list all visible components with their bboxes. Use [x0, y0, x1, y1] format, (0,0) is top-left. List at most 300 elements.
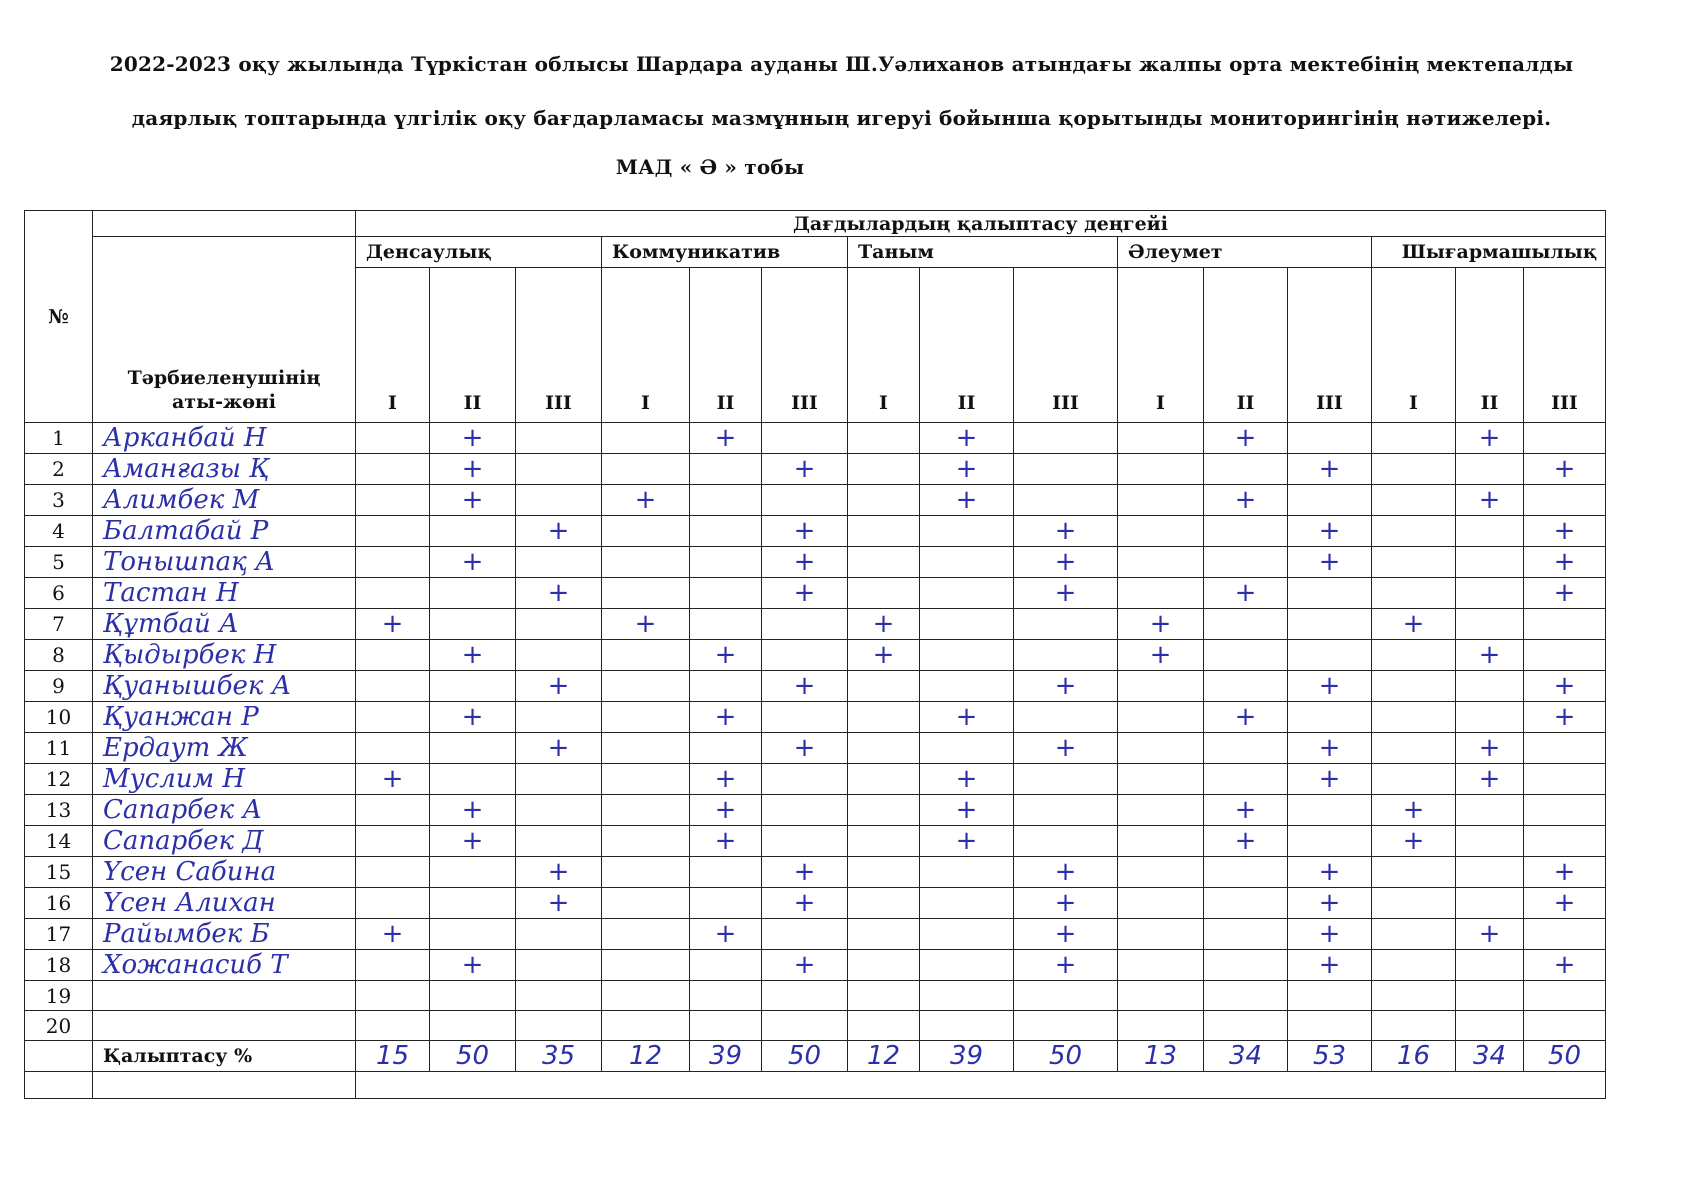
level-mark	[690, 1011, 762, 1041]
level-mark	[1456, 609, 1524, 640]
level-mark	[848, 919, 920, 950]
level-header: II	[920, 268, 1014, 423]
level-mark	[602, 671, 690, 702]
level-mark	[1524, 609, 1606, 640]
level-mark	[762, 702, 848, 733]
level-mark	[602, 640, 690, 671]
row-number: 14	[25, 826, 93, 857]
student-name: Қуанжан Р	[93, 702, 356, 733]
row-number: 5	[25, 547, 93, 578]
level-mark: +	[690, 826, 762, 857]
level-mark	[602, 1011, 690, 1041]
level-mark	[1204, 857, 1288, 888]
level-mark	[690, 485, 762, 516]
level-mark	[1288, 826, 1372, 857]
percentage-value: 50	[762, 1041, 848, 1072]
level-mark	[1118, 857, 1204, 888]
level-mark	[430, 578, 516, 609]
level-mark	[1204, 454, 1288, 485]
totals-row	[25, 1041, 1606, 1072]
level-mark	[1014, 640, 1118, 671]
totals-label: Қалыптасу %	[93, 1041, 356, 1072]
level-mark	[848, 454, 920, 485]
skills-header: Дағдылардың қалыптасу деңгейі	[356, 211, 1606, 237]
level-header: III	[1014, 268, 1118, 423]
student-name: Сапарбек Д	[93, 826, 356, 857]
level-mark	[1014, 702, 1118, 733]
percentage-value: 34	[1456, 1041, 1524, 1072]
level-mark: +	[1524, 454, 1606, 485]
level-mark: +	[1204, 578, 1288, 609]
level-mark	[430, 888, 516, 919]
level-mark	[602, 733, 690, 764]
percentage-value: 53	[1288, 1041, 1372, 1072]
student-name: Үсен Алихан	[93, 888, 356, 919]
level-mark	[762, 423, 848, 454]
level-mark	[516, 795, 602, 826]
level-mark	[1372, 454, 1456, 485]
level-mark	[602, 578, 690, 609]
level-mark	[1014, 609, 1118, 640]
level-mark	[1014, 485, 1118, 516]
level-mark	[1014, 454, 1118, 485]
level-mark	[1524, 795, 1606, 826]
level-mark	[1014, 423, 1118, 454]
level-mark: +	[1014, 857, 1118, 888]
level-mark: +	[1204, 485, 1288, 516]
level-mark	[1118, 733, 1204, 764]
level-mark	[1288, 485, 1372, 516]
area-header-cognition: Таным	[848, 237, 1118, 268]
level-mark	[920, 578, 1014, 609]
level-mark	[1118, 702, 1204, 733]
area-header-creativity: Шығармашылық	[1372, 237, 1606, 268]
level-header: I	[602, 268, 690, 423]
level-mark	[848, 578, 920, 609]
level-header: III	[762, 268, 848, 423]
level-mark: +	[1014, 919, 1118, 950]
level-mark: +	[1524, 547, 1606, 578]
table-row	[25, 826, 1606, 857]
level-mark	[602, 547, 690, 578]
level-mark: +	[1014, 671, 1118, 702]
level-mark	[356, 981, 430, 1011]
table-row	[25, 547, 1606, 578]
student-name: Аманғазы Қ	[93, 454, 356, 485]
level-mark	[920, 609, 1014, 640]
level-mark: +	[1372, 826, 1456, 857]
level-mark	[1456, 950, 1524, 981]
level-mark	[516, 609, 602, 640]
level-mark	[762, 919, 848, 950]
level-mark	[690, 609, 762, 640]
level-mark	[1372, 888, 1456, 919]
empty-cell	[356, 1072, 1606, 1099]
level-mark: +	[516, 733, 602, 764]
level-mark	[920, 981, 1014, 1011]
student-name: Балтабай Р	[93, 516, 356, 547]
level-mark	[1204, 640, 1288, 671]
level-mark: +	[920, 485, 1014, 516]
level-mark	[356, 795, 430, 826]
level-mark	[356, 640, 430, 671]
level-mark	[1456, 454, 1524, 485]
percentage-value: 12	[848, 1041, 920, 1072]
level-header: I	[356, 268, 430, 423]
level-mark	[848, 981, 920, 1011]
level-mark	[920, 857, 1014, 888]
student-name: Үсен Сабина	[93, 857, 356, 888]
level-mark	[920, 733, 1014, 764]
level-mark	[690, 950, 762, 981]
level-mark: +	[1524, 950, 1606, 981]
level-mark	[848, 733, 920, 764]
level-mark: +	[1288, 547, 1372, 578]
level-mark	[516, 826, 602, 857]
level-mark	[602, 764, 690, 795]
level-mark	[1372, 671, 1456, 702]
group-title: МАД « Ә » тобы	[615, 155, 805, 179]
level-mark	[1118, 764, 1204, 795]
level-mark	[356, 1011, 430, 1041]
level-mark: +	[762, 671, 848, 702]
level-mark	[690, 578, 762, 609]
level-mark	[848, 423, 920, 454]
header-spacer	[93, 211, 356, 237]
row-number: 13	[25, 795, 93, 826]
level-mark	[1524, 485, 1606, 516]
level-mark	[690, 888, 762, 919]
level-mark	[1014, 764, 1118, 795]
level-mark: +	[1288, 857, 1372, 888]
level-mark: +	[762, 454, 848, 485]
row-number: 15	[25, 857, 93, 888]
level-mark	[1372, 950, 1456, 981]
level-mark	[1372, 981, 1456, 1011]
level-mark: +	[762, 950, 848, 981]
level-mark: +	[1288, 733, 1372, 764]
level-mark: +	[1288, 919, 1372, 950]
level-mark	[1288, 423, 1372, 454]
level-mark	[602, 826, 690, 857]
level-mark: +	[1524, 888, 1606, 919]
table-row	[25, 423, 1606, 454]
table-row	[25, 578, 1606, 609]
title-line-1: 2022-2023 оқу жылында Түркістан облысы Шардара ауданы Ш.Уәлиханов атындағы жалпы орта мектебінің мектепалды	[109, 52, 1574, 76]
level-mark	[602, 950, 690, 981]
level-mark	[516, 485, 602, 516]
level-mark: +	[848, 640, 920, 671]
level-mark	[1456, 1011, 1524, 1041]
level-mark: +	[1524, 702, 1606, 733]
percentage-value: 13	[1118, 1041, 1204, 1072]
level-mark	[516, 423, 602, 454]
table-row	[25, 640, 1606, 671]
level-mark: +	[602, 609, 690, 640]
level-mark	[356, 516, 430, 547]
title-line-2: даярлық топтарында үлгілік оқу бағдарламасы мазмұнның игеруі бойынша қорытынды мониторингінің нәтижелері.	[131, 106, 1552, 130]
level-mark	[1456, 826, 1524, 857]
level-mark	[1204, 888, 1288, 919]
level-mark: +	[1014, 547, 1118, 578]
level-mark	[1118, 1011, 1204, 1041]
level-mark	[1118, 547, 1204, 578]
level-mark: +	[920, 702, 1014, 733]
level-mark: +	[430, 485, 516, 516]
percentage-value: 35	[516, 1041, 602, 1072]
percentage-value: 39	[690, 1041, 762, 1072]
table-row	[25, 764, 1606, 795]
table-row	[25, 981, 1606, 1011]
level-mark: +	[430, 795, 516, 826]
level-mark	[1372, 733, 1456, 764]
level-mark	[602, 919, 690, 950]
level-mark	[1204, 733, 1288, 764]
level-mark: +	[356, 919, 430, 950]
level-mark	[1014, 826, 1118, 857]
level-mark: +	[762, 888, 848, 919]
level-mark: +	[690, 702, 762, 733]
level-mark	[848, 485, 920, 516]
level-header: I	[1372, 268, 1456, 423]
row-number: 3	[25, 485, 93, 516]
level-mark	[920, 516, 1014, 547]
level-mark	[516, 950, 602, 981]
student-name: Хожанасиб Т	[93, 950, 356, 981]
table-row	[25, 1011, 1606, 1041]
level-mark	[1204, 547, 1288, 578]
level-mark: +	[1014, 888, 1118, 919]
level-mark: +	[430, 702, 516, 733]
level-mark	[690, 547, 762, 578]
level-mark: +	[1456, 423, 1524, 454]
level-mark	[1524, 640, 1606, 671]
level-mark	[690, 516, 762, 547]
level-mark	[430, 609, 516, 640]
percentage-value: 39	[920, 1041, 1014, 1072]
level-mark	[690, 857, 762, 888]
percentage-value: 12	[602, 1041, 690, 1072]
level-mark	[1288, 609, 1372, 640]
monitoring-table	[24, 210, 1606, 1099]
level-mark: +	[516, 888, 602, 919]
level-mark	[1456, 888, 1524, 919]
level-mark	[690, 733, 762, 764]
level-mark	[356, 857, 430, 888]
table-row	[25, 857, 1606, 888]
level-mark	[1014, 1011, 1118, 1041]
level-mark	[848, 950, 920, 981]
level-mark	[430, 1011, 516, 1041]
level-mark: +	[430, 826, 516, 857]
level-header: III	[1524, 268, 1606, 423]
empty-cell	[93, 1072, 356, 1099]
level-mark: +	[1118, 640, 1204, 671]
level-header: II	[430, 268, 516, 423]
level-mark: +	[690, 640, 762, 671]
level-header: II	[1204, 268, 1288, 423]
totals-number-cell	[25, 1041, 93, 1072]
table-row	[25, 795, 1606, 826]
table-row	[25, 702, 1606, 733]
level-mark	[1456, 981, 1524, 1011]
table-row	[25, 888, 1606, 919]
level-mark	[1118, 919, 1204, 950]
row-number: 18	[25, 950, 93, 981]
level-mark	[1118, 578, 1204, 609]
level-mark	[690, 981, 762, 1011]
level-mark	[762, 795, 848, 826]
student-name: Райымбек Б	[93, 919, 356, 950]
level-mark: +	[1014, 516, 1118, 547]
level-mark: +	[920, 454, 1014, 485]
row-number: 9	[25, 671, 93, 702]
level-mark	[848, 826, 920, 857]
level-mark	[1524, 826, 1606, 857]
level-mark: +	[1372, 795, 1456, 826]
area-header-communication: Коммуникатив	[602, 237, 848, 268]
level-mark	[1372, 919, 1456, 950]
level-mark	[1372, 423, 1456, 454]
level-header: I	[1118, 268, 1204, 423]
level-mark	[1118, 826, 1204, 857]
student-name: Арканбай Н	[93, 423, 356, 454]
level-mark	[1456, 702, 1524, 733]
level-mark	[430, 981, 516, 1011]
level-mark	[1372, 764, 1456, 795]
level-mark	[1372, 516, 1456, 547]
row-number: 8	[25, 640, 93, 671]
level-mark: +	[1288, 888, 1372, 919]
level-mark: +	[920, 826, 1014, 857]
level-mark	[356, 671, 430, 702]
level-mark	[356, 888, 430, 919]
level-mark	[516, 640, 602, 671]
level-mark	[1118, 423, 1204, 454]
level-mark: +	[1288, 764, 1372, 795]
level-mark: +	[1456, 485, 1524, 516]
row-number: 7	[25, 609, 93, 640]
level-mark: +	[1204, 702, 1288, 733]
level-mark	[762, 485, 848, 516]
level-mark	[1372, 578, 1456, 609]
row-number: 4	[25, 516, 93, 547]
level-mark	[516, 919, 602, 950]
level-mark	[1456, 547, 1524, 578]
row-number: 1	[25, 423, 93, 454]
percentage-value: 15	[356, 1041, 430, 1072]
level-mark	[762, 764, 848, 795]
level-mark	[1288, 1011, 1372, 1041]
level-mark	[1372, 857, 1456, 888]
area-header-social: Әлеумет	[1118, 237, 1372, 268]
level-mark: +	[1456, 764, 1524, 795]
student-name: Алимбек М	[93, 485, 356, 516]
student-name: Қыдырбек Н	[93, 640, 356, 671]
level-mark	[848, 764, 920, 795]
level-mark: +	[762, 547, 848, 578]
level-mark: +	[1288, 516, 1372, 547]
level-mark	[1456, 671, 1524, 702]
empty-cell	[25, 1072, 93, 1099]
level-mark	[1118, 888, 1204, 919]
percentage-value: 34	[1204, 1041, 1288, 1072]
level-mark	[762, 826, 848, 857]
level-mark	[516, 547, 602, 578]
level-mark: +	[1204, 423, 1288, 454]
level-mark	[1204, 950, 1288, 981]
level-mark: +	[690, 423, 762, 454]
level-mark	[1524, 1011, 1606, 1041]
level-header: II	[690, 268, 762, 423]
level-mark	[1456, 857, 1524, 888]
level-mark	[848, 1011, 920, 1041]
level-mark: +	[762, 578, 848, 609]
level-mark	[1288, 640, 1372, 671]
table-row	[25, 485, 1606, 516]
level-mark	[848, 547, 920, 578]
level-mark: +	[1524, 671, 1606, 702]
level-mark	[356, 485, 430, 516]
row-number: 17	[25, 919, 93, 950]
level-mark	[920, 547, 1014, 578]
level-mark	[1524, 423, 1606, 454]
level-mark: +	[1524, 857, 1606, 888]
level-mark: +	[690, 919, 762, 950]
level-mark: +	[920, 423, 1014, 454]
level-mark	[1288, 981, 1372, 1011]
level-mark	[1118, 981, 1204, 1011]
level-mark: +	[1118, 609, 1204, 640]
level-mark	[430, 733, 516, 764]
level-mark	[1204, 1011, 1288, 1041]
level-mark	[1372, 485, 1456, 516]
table-row	[25, 454, 1606, 485]
level-header: II	[1456, 268, 1524, 423]
level-mark: +	[920, 764, 1014, 795]
level-mark	[1118, 516, 1204, 547]
table-row	[25, 609, 1606, 640]
table-row	[25, 733, 1606, 764]
student-name: Құтбай А	[93, 609, 356, 640]
level-mark	[1204, 764, 1288, 795]
level-header: III	[1288, 268, 1372, 423]
level-mark	[762, 609, 848, 640]
level-mark: +	[602, 485, 690, 516]
level-mark: +	[430, 950, 516, 981]
level-mark	[516, 764, 602, 795]
level-mark	[1524, 733, 1606, 764]
level-mark: +	[356, 764, 430, 795]
level-mark: +	[516, 578, 602, 609]
level-mark	[1372, 1011, 1456, 1041]
level-mark	[602, 857, 690, 888]
row-number: 16	[25, 888, 93, 919]
percentage-value: 50	[1014, 1041, 1118, 1072]
level-mark	[1456, 795, 1524, 826]
level-mark	[848, 888, 920, 919]
level-mark	[602, 454, 690, 485]
row-number: 6	[25, 578, 93, 609]
level-mark: +	[516, 857, 602, 888]
level-mark	[602, 423, 690, 454]
level-mark	[920, 1011, 1014, 1041]
empty-row	[25, 1072, 1606, 1099]
level-mark	[1118, 485, 1204, 516]
level-mark	[1372, 547, 1456, 578]
level-mark: +	[356, 609, 430, 640]
level-mark: +	[690, 795, 762, 826]
